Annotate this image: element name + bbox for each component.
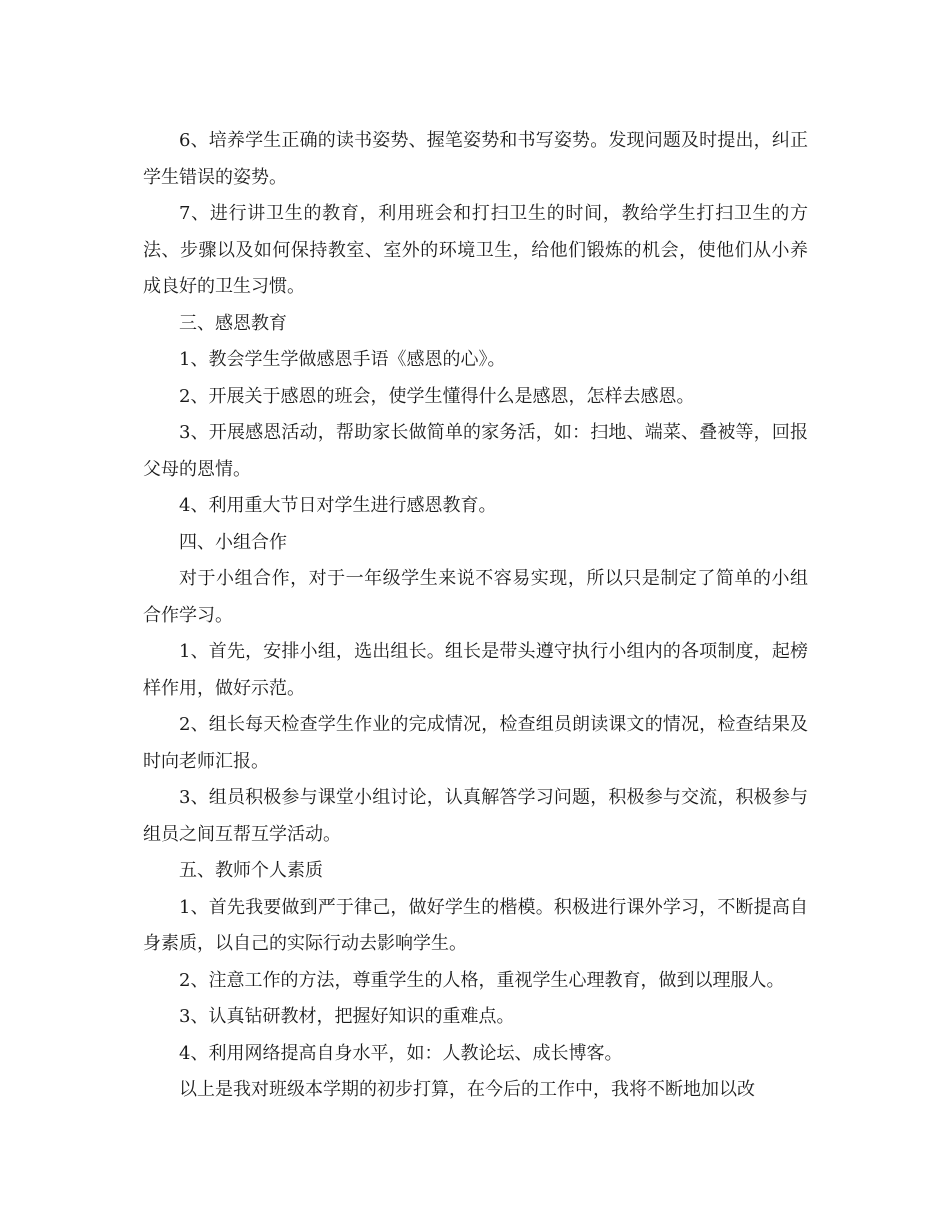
paragraph-group-intro: 对于小组合作，对于一年级学生来说不容易实现，所以只是制定了简单的小组合作学习。 bbox=[143, 568, 808, 626]
paragraph-teacher-4: 4、利用网络提高自身水平，如：人教论坛、成长博客。 bbox=[179, 1042, 623, 1064]
paragraph-gratitude-2: 2、开展关于感恩的班会，使学生懂得什么是感恩，怎样去感恩。 bbox=[179, 385, 695, 407]
paragraph-gratitude-4: 4、利用重大节日对学生进行感恩教育。 bbox=[179, 495, 497, 516]
section-heading-group-work: 四、小组合作 bbox=[179, 531, 287, 553]
section-heading-gratitude: 三、感恩教育 bbox=[179, 312, 287, 334]
paragraph-teacher-2: 2、注意工作的方法，尊重学生的人格，重视学生心理教育，做到以理服人。 bbox=[179, 969, 785, 991]
paragraph-teacher-1: 1、首先我要做到严于律己，做好学生的楷模。积极进行课外学习，不断提高自身素质，以自己的实际行动去影响学生。 bbox=[143, 896, 808, 954]
paragraph-teacher-3: 3、认真钻研教材，把握好知识的重难点。 bbox=[179, 1006, 515, 1027]
paragraph-item-7-hygiene: 7、进行讲卫生的教育，利用班会和打扫卫生的时间，教给学生打扫卫生的方法、步骤以及如何保持教室、室外的环境卫生，给他们锻炼的机会，使他们从小养成良好的卫生习惯。 bbox=[143, 203, 808, 297]
paragraph-group-2: 2、组长每天检查学生作业的完成情况，检查组员朗读课文的情况，检查结果及时向老师汇报。 bbox=[143, 714, 808, 772]
paragraph-group-3: 3、组员积极参与课堂小组讨论，认真解答学习问题，积极参与交流，积极参与组员之间互帮互学活动。 bbox=[143, 787, 808, 845]
paragraph-conclusion: 以上是我对班级本学期的初步打算，在今后的工作中，我将不断地加以改 bbox=[179, 1079, 755, 1100]
paragraph-group-1: 1、首先，安排小组，选出组长。组长是带头遵守执行小组内的各项制度，起榜样作用，做好示范。 bbox=[143, 641, 808, 699]
paragraph-item-6-posture: 6、培养学生正确的读书姿势、握笔姿势和书写姿势。发现问题及时提出，纠正学生错误的姿势。 bbox=[143, 130, 808, 188]
paragraph-gratitude-1: 1、教会学生学做感恩手语《感恩的心》。 bbox=[179, 349, 506, 370]
paragraph-gratitude-3: 3、开展感恩活动，帮助家长做简单的家务活，如：扫地、端菜、叠被等，回报父母的恩情。 bbox=[143, 422, 808, 480]
document-body bbox=[143, 123, 808, 1109]
section-heading-teacher-quality: 五、教师个人素质 bbox=[179, 860, 323, 881]
